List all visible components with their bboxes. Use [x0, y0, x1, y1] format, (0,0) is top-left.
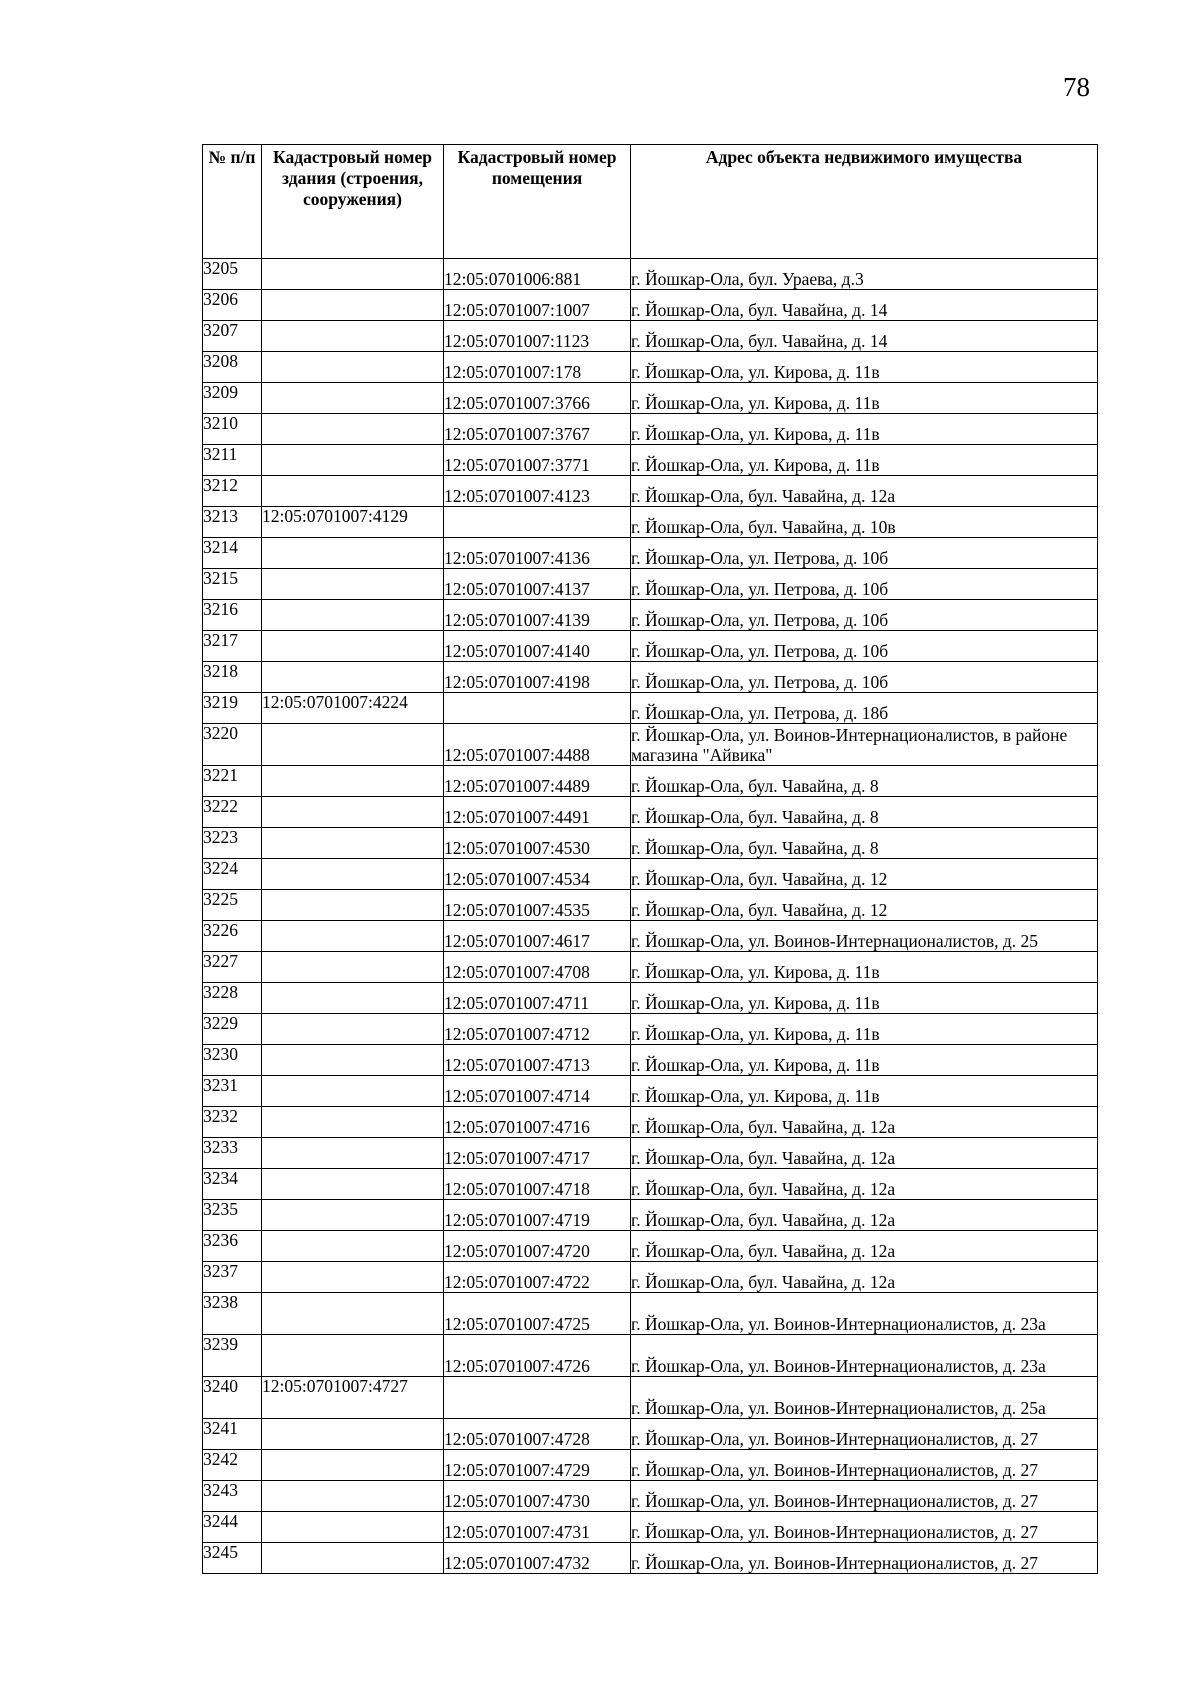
room-cadastral-cell: 12:05:0701006:881 [444, 259, 631, 290]
row-number-cell: 3237 [203, 1262, 262, 1293]
row-number-cell: 3231 [203, 1076, 262, 1107]
building-cadastral-cell: 12:05:0701007:4224 [262, 693, 444, 724]
table-row [203, 476, 1098, 507]
table-row [203, 1138, 1098, 1169]
room-cadastral-cell: 12:05:0701007:4136 [444, 538, 631, 569]
room-cadastral-cell: 12:05:0701007:4719 [444, 1200, 631, 1231]
table-row [203, 1512, 1098, 1543]
room-cadastral-cell: 12:05:0701007:4123 [444, 476, 631, 507]
address-cell: г. Йошкар-Ола, бул. Чавайна, д. 12а [631, 476, 1098, 507]
row-number-cell: 3211 [203, 445, 262, 476]
table-body [203, 259, 1098, 1574]
table-row [203, 259, 1098, 290]
table-row [203, 1231, 1098, 1262]
room-cadastral-cell: 12:05:0701007:4731 [444, 1512, 631, 1543]
table-header-row [203, 145, 1098, 259]
header-room-cadastral: Кадастровый номер помещения [444, 145, 631, 259]
row-number-cell: 3214 [203, 538, 262, 569]
address-cell: г. Йошкар-Ола, бул. Ураева, д.3 [631, 259, 1098, 290]
building-cadastral-cell [262, 569, 444, 600]
table-row [203, 507, 1098, 538]
room-cadastral-cell: 12:05:0701007:4732 [444, 1543, 631, 1574]
room-cadastral-cell: 12:05:0701007:1123 [444, 321, 631, 352]
row-number-cell: 3215 [203, 569, 262, 600]
table-row [203, 724, 1098, 766]
address-cell: г. Йошкар-Ола, ул. Кирова, д. 11в [631, 383, 1098, 414]
table-row [203, 1107, 1098, 1138]
table-row [203, 1335, 1098, 1377]
building-cadastral-cell [262, 1335, 444, 1377]
building-cadastral-cell [262, 1450, 444, 1481]
row-number-cell: 3209 [203, 383, 262, 414]
address-cell: г. Йошкар-Ола, бул. Чавайна, д. 12а [631, 1169, 1098, 1200]
address-cell: г. Йошкар-Ола, ул. Петрова, д. 10б [631, 569, 1098, 600]
property-registry-table [202, 144, 1098, 1574]
room-cadastral-cell: 12:05:0701007:4711 [444, 983, 631, 1014]
address-cell: г. Йошкар-Ола, ул. Воинов-Интернационалистов, д. 27 [631, 1512, 1098, 1543]
room-cadastral-cell: 12:05:0701007:4617 [444, 921, 631, 952]
table-row [203, 766, 1098, 797]
table-row [203, 321, 1098, 352]
row-number-cell: 3245 [203, 1543, 262, 1574]
room-cadastral-cell: 12:05:0701007:4530 [444, 828, 631, 859]
table-row [203, 1377, 1098, 1419]
room-cadastral-cell: 12:05:0701007:3771 [444, 445, 631, 476]
building-cadastral-cell [262, 952, 444, 983]
address-cell: г. Йошкар-Ола, ул. Петрова, д. 10б [631, 600, 1098, 631]
row-number-cell: 3230 [203, 1045, 262, 1076]
table-row [203, 352, 1098, 383]
header-building-cadastral: Кадастровый номер здания (строения, сооружения) [262, 145, 444, 259]
row-number-cell: 3217 [203, 631, 262, 662]
building-cadastral-cell [262, 538, 444, 569]
address-cell: г. Йошкар-Ола, бул. Чавайна, д. 12 [631, 890, 1098, 921]
room-cadastral-cell: 12:05:0701007:4718 [444, 1169, 631, 1200]
address-cell: г. Йошкар-Ола, ул. Воинов-Интернационалистов, д. 27 [631, 1419, 1098, 1450]
building-cadastral-cell [262, 259, 444, 290]
table-row [203, 1045, 1098, 1076]
address-cell: г. Йошкар-Ола, бул. Чавайна, д. 12а [631, 1262, 1098, 1293]
building-cadastral-cell [262, 352, 444, 383]
table-row [203, 983, 1098, 1014]
room-cadastral-cell: 12:05:0701007:1007 [444, 290, 631, 321]
room-cadastral-cell: 12:05:0701007:4713 [444, 1045, 631, 1076]
row-number-cell: 3240 [203, 1377, 262, 1419]
table-row [203, 1076, 1098, 1107]
address-cell: г. Йошкар-Ола, ул. Воинов-Интернационалистов, д. 23а [631, 1335, 1098, 1377]
row-number-cell: 3233 [203, 1138, 262, 1169]
room-cadastral-cell: 12:05:0701007:4730 [444, 1481, 631, 1512]
building-cadastral-cell: 12:05:0701007:4727 [262, 1377, 444, 1419]
address-cell: г. Йошкар-Ола, ул. Кирова, д. 11в [631, 1045, 1098, 1076]
building-cadastral-cell [262, 1076, 444, 1107]
address-cell: г. Йошкар-Ола, бул. Чавайна, д. 12а [631, 1231, 1098, 1262]
row-number-cell: 3228 [203, 983, 262, 1014]
building-cadastral-cell [262, 321, 444, 352]
row-number-cell: 3205 [203, 259, 262, 290]
row-number-cell: 3232 [203, 1107, 262, 1138]
address-cell: г. Йошкар-Ола, ул. Кирова, д. 11в [631, 952, 1098, 983]
table-row [203, 600, 1098, 631]
building-cadastral-cell [262, 414, 444, 445]
room-cadastral-cell: 12:05:0701007:4535 [444, 890, 631, 921]
building-cadastral-cell [262, 1045, 444, 1076]
address-cell: г. Йошкар-Ола, ул. Петрова, д. 10б [631, 538, 1098, 569]
table-row [203, 1200, 1098, 1231]
building-cadastral-cell [262, 1231, 444, 1262]
room-cadastral-cell: 12:05:0701007:4722 [444, 1262, 631, 1293]
table-row [203, 1169, 1098, 1200]
building-cadastral-cell [262, 921, 444, 952]
building-cadastral-cell [262, 383, 444, 414]
row-number-cell: 3222 [203, 797, 262, 828]
address-cell: г. Йошкар-Ола, ул. Воинов-Интернационалистов, д. 27 [631, 1450, 1098, 1481]
address-cell: г. Йошкар-Ола, бул. Чавайна, д. 8 [631, 766, 1098, 797]
address-cell: г. Йошкар-Ола, ул. Кирова, д. 11в [631, 1076, 1098, 1107]
room-cadastral-cell [444, 693, 631, 724]
header-address: Адрес объекта недвижимого имущества [631, 145, 1098, 259]
room-cadastral-cell: 12:05:0701007:4534 [444, 859, 631, 890]
table-row [203, 693, 1098, 724]
building-cadastral-cell [262, 1419, 444, 1450]
table-row [203, 290, 1098, 321]
address-cell: г. Йошкар-Ола, ул. Воинов-Интернационалистов, д. 23а [631, 1293, 1098, 1335]
table-row [203, 662, 1098, 693]
address-cell: г. Йошкар-Ола, ул. Воинов-Интернационалистов, д. 25а [631, 1377, 1098, 1419]
row-number-cell: 3218 [203, 662, 262, 693]
room-cadastral-cell: 12:05:0701007:4729 [444, 1450, 631, 1481]
room-cadastral-cell: 12:05:0701007:4708 [444, 952, 631, 983]
table-row [203, 797, 1098, 828]
row-number-cell: 3210 [203, 414, 262, 445]
row-number-cell: 3226 [203, 921, 262, 952]
table-row [203, 445, 1098, 476]
row-number-cell: 3223 [203, 828, 262, 859]
row-number-cell: 3206 [203, 290, 262, 321]
building-cadastral-cell [262, 476, 444, 507]
building-cadastral-cell [262, 724, 444, 766]
room-cadastral-cell: 12:05:0701007:3767 [444, 414, 631, 445]
building-cadastral-cell [262, 600, 444, 631]
address-cell: г. Йошкар-Ола, ул. Петрова, д. 10б [631, 662, 1098, 693]
table-row [203, 859, 1098, 890]
room-cadastral-cell [444, 507, 631, 538]
building-cadastral-cell [262, 1262, 444, 1293]
table-row [203, 890, 1098, 921]
row-number-cell: 3225 [203, 890, 262, 921]
row-number-cell: 3234 [203, 1169, 262, 1200]
row-number-cell: 3235 [203, 1200, 262, 1231]
address-cell: г. Йошкар-Ола, бул. Чавайна, д. 12а [631, 1107, 1098, 1138]
row-number-cell: 3242 [203, 1450, 262, 1481]
address-cell: г. Йошкар-Ола, ул. Петрова, д. 18б [631, 693, 1098, 724]
row-number-cell: 3216 [203, 600, 262, 631]
address-cell: г. Йошкар-Ола, ул. Воинов-Интернационалистов, д. 27 [631, 1543, 1098, 1574]
table-row [203, 1543, 1098, 1574]
room-cadastral-cell: 12:05:0701007:4137 [444, 569, 631, 600]
row-number-cell: 3219 [203, 693, 262, 724]
building-cadastral-cell [262, 1014, 444, 1045]
row-number-cell: 3241 [203, 1419, 262, 1450]
room-cadastral-cell: 12:05:0701007:4712 [444, 1014, 631, 1045]
building-cadastral-cell [262, 1107, 444, 1138]
table-row [203, 1293, 1098, 1335]
room-cadastral-cell: 12:05:0701007:4720 [444, 1231, 631, 1262]
room-cadastral-cell: 12:05:0701007:4140 [444, 631, 631, 662]
address-cell: г. Йошкар-Ола, бул. Чавайна, д. 12а [631, 1138, 1098, 1169]
table-row [203, 921, 1098, 952]
table-row [203, 538, 1098, 569]
table-row [203, 1014, 1098, 1045]
address-cell: г. Йошкар-Ола, ул. Кирова, д. 11в [631, 414, 1098, 445]
room-cadastral-cell: 12:05:0701007:4725 [444, 1293, 631, 1335]
row-number-cell: 3244 [203, 1512, 262, 1543]
address-cell: г. Йошкар-Ола, бул. Чавайна, д. 14 [631, 290, 1098, 321]
building-cadastral-cell [262, 1543, 444, 1574]
row-number-cell: 3221 [203, 766, 262, 797]
address-cell: г. Йошкар-Ола, ул. Кирова, д. 11в [631, 445, 1098, 476]
room-cadastral-cell: 12:05:0701007:4728 [444, 1419, 631, 1450]
row-number-cell: 3239 [203, 1335, 262, 1377]
address-cell: г. Йошкар-Ола, бул. Чавайна, д. 12а [631, 1200, 1098, 1231]
building-cadastral-cell [262, 1200, 444, 1231]
table-row [203, 569, 1098, 600]
address-cell: г. Йошкар-Ола, ул. Петрова, д. 10б [631, 631, 1098, 662]
building-cadastral-cell [262, 1512, 444, 1543]
table-row [203, 414, 1098, 445]
building-cadastral-cell [262, 1293, 444, 1335]
room-cadastral-cell: 12:05:0701007:178 [444, 352, 631, 383]
table-row [203, 1419, 1098, 1450]
header-num: № п/п [203, 145, 262, 259]
table-row [203, 952, 1098, 983]
row-number-cell: 3208 [203, 352, 262, 383]
room-cadastral-cell [444, 1377, 631, 1419]
building-cadastral-cell [262, 662, 444, 693]
building-cadastral-cell [262, 983, 444, 1014]
address-cell: г. Йошкар-Ола, бул. Чавайна, д. 14 [631, 321, 1098, 352]
room-cadastral-cell: 12:05:0701007:3766 [444, 383, 631, 414]
table-row [203, 1450, 1098, 1481]
address-cell: г. Йошкар-Ола, ул. Воинов-Интернационалистов, д. 25 [631, 921, 1098, 952]
room-cadastral-cell: 12:05:0701007:4716 [444, 1107, 631, 1138]
room-cadastral-cell: 12:05:0701007:4489 [444, 766, 631, 797]
row-number-cell: 3243 [203, 1481, 262, 1512]
building-cadastral-cell [262, 1169, 444, 1200]
row-number-cell: 3220 [203, 724, 262, 766]
room-cadastral-cell: 12:05:0701007:4717 [444, 1138, 631, 1169]
building-cadastral-cell [262, 1481, 444, 1512]
building-cadastral-cell [262, 859, 444, 890]
table-row [203, 1262, 1098, 1293]
address-cell: г. Йошкар-Ола, ул. Воинов-Интернационалистов, в районе магазина "Айвика" [631, 724, 1098, 766]
room-cadastral-cell: 12:05:0701007:4488 [444, 724, 631, 766]
address-cell: г. Йошкар-Ола, бул. Чавайна, д. 10в [631, 507, 1098, 538]
address-cell: г. Йошкар-Ола, ул. Кирова, д. 11в [631, 983, 1098, 1014]
building-cadastral-cell [262, 890, 444, 921]
address-cell: г. Йошкар-Ола, бул. Чавайна, д. 8 [631, 797, 1098, 828]
row-number-cell: 3236 [203, 1231, 262, 1262]
building-cadastral-cell [262, 1138, 444, 1169]
table-row [203, 1481, 1098, 1512]
table-row [203, 383, 1098, 414]
address-cell: г. Йошкар-Ола, ул. Кирова, д. 11в [631, 1014, 1098, 1045]
room-cadastral-cell: 12:05:0701007:4714 [444, 1076, 631, 1107]
room-cadastral-cell: 12:05:0701007:4139 [444, 600, 631, 631]
building-cadastral-cell [262, 766, 444, 797]
row-number-cell: 3213 [203, 507, 262, 538]
building-cadastral-cell [262, 828, 444, 859]
table-row [203, 828, 1098, 859]
page-number: 78 [1063, 72, 1090, 102]
row-number-cell: 3229 [203, 1014, 262, 1045]
address-cell: г. Йошкар-Ола, ул. Воинов-Интернационалистов, д. 27 [631, 1481, 1098, 1512]
table-row [203, 631, 1098, 662]
room-cadastral-cell: 12:05:0701007:4198 [444, 662, 631, 693]
room-cadastral-cell: 12:05:0701007:4491 [444, 797, 631, 828]
row-number-cell: 3212 [203, 476, 262, 507]
building-cadastral-cell [262, 797, 444, 828]
row-number-cell: 3238 [203, 1293, 262, 1335]
building-cadastral-cell [262, 290, 444, 321]
address-cell: г. Йошкар-Ола, ул. Кирова, д. 11в [631, 352, 1098, 383]
building-cadastral-cell: 12:05:0701007:4129 [262, 507, 444, 538]
building-cadastral-cell [262, 445, 444, 476]
room-cadastral-cell: 12:05:0701007:4726 [444, 1335, 631, 1377]
row-number-cell: 3224 [203, 859, 262, 890]
row-number-cell: 3227 [203, 952, 262, 983]
address-cell: г. Йошкар-Ола, бул. Чавайна, д. 8 [631, 828, 1098, 859]
row-number-cell: 3207 [203, 321, 262, 352]
building-cadastral-cell [262, 631, 444, 662]
address-cell: г. Йошкар-Ола, бул. Чавайна, д. 12 [631, 859, 1098, 890]
